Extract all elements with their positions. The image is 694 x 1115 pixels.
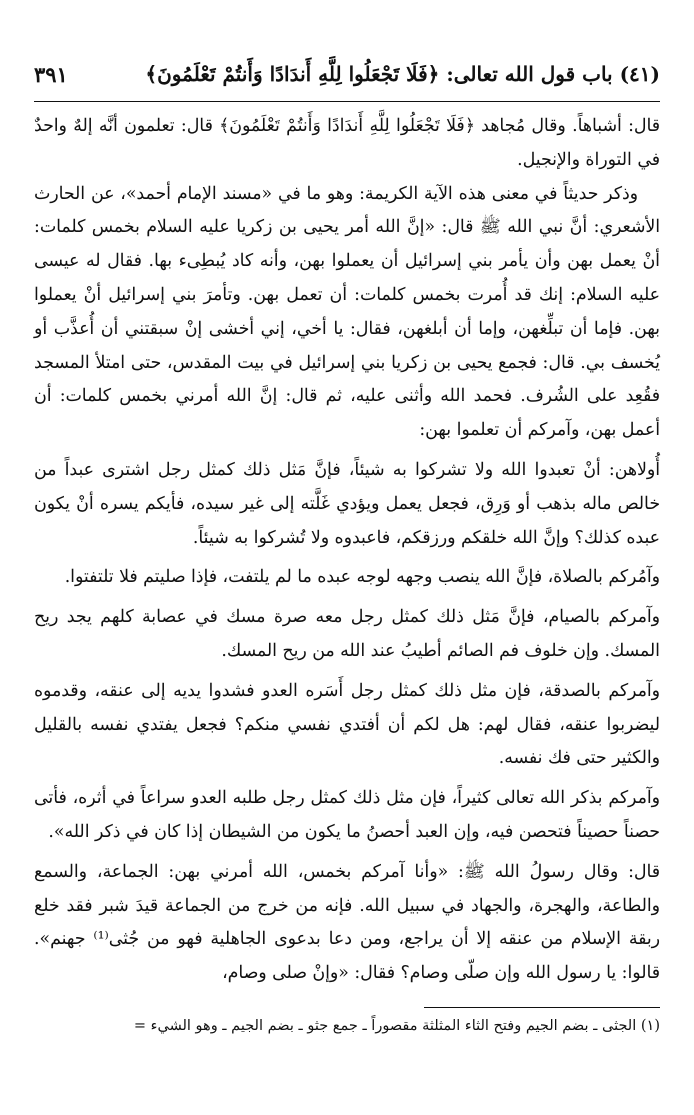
running-header: [34, 58, 660, 98]
main-text: [34, 110, 660, 991]
chapter-title: (٤١) باب قول الله تعالى: ﴿فَلَا تَجْعَلُوا لِلَّهِ أَندَادًا وَأَنتُمْ تَعْلَمُونَ﴾: [145, 62, 660, 86]
paragraph: أُولاهن: أنْ تعبدوا الله ولا تشركوا به شيئاً، فإنَّ مَثل ذلك كمثل رجل اشترى عبداً من خالص ماله بذهب أو وَرِق، فجعل يعمل ويؤدي غَلَّته إلى غير سيده، فأيكم يسره أنْ يكون عبده كذلك؟ وإنَّ الله خلقكم ورزقكم، فاعبدوه ولا تُشركوا به شيئاً.: [34, 459, 660, 548]
paragraph: وآمركم بالصيام، فإنَّ مَثل ذلك كمثل رجل معه صرة مسك في عصابة كلهم يجد ريح المسك. وإن خلوف فم الصائم أطيبُ عند الله من ريح المسك.: [34, 607, 660, 661]
paragraph: وآمُركم بالصلاة، فإنَّ الله ينصب وجهه لوجه عبده ما لم يلتفت، فإذا صليتم فلا تلتفتوا.: [64, 567, 660, 588]
footnote: (١) الجثى ـ بضم الجيم وفتح الثاء المثلثة مقصوراً ـ جمع جثو ـ بضم الجيم ـ وهو الشيء =: [133, 1018, 660, 1034]
header-divider: [34, 101, 660, 102]
footnote-divider: [424, 1007, 660, 1008]
paragraph: قال: وقال رسولُ الله ﷺ: «وأنا آمركم بخمس، الله أمرني بهن: الجماعة، والسمع والطاعة، والهجرة، والجهاد في سبيل الله. فإنه من خرج من الجماعة قيدَ شبر فقد خلع ربقة الإسلام من عنقه إلا أن يراجع، ومن دعا بدعوى الجاهلية فهو من جُثى⁽¹⁾ جهنم». قالوا: يا رسول الله وإن صلّى وصام؟ فقال: «وإنْ صلى وصام،: [34, 861, 660, 984]
paragraph: وآمركم بالصدقة، فإن مثل ذلك كمثل رجل أَسَره العدو فشدوا يديه إلى عنقه، وقدموه ليضربوا عنقه، فقال لهم: هل لكم أن أفتدي نفسي منكم؟ فجعل يفتدي نفسه بالقليل والكثير حتى فك نفسه.: [34, 680, 660, 769]
paragraph: قال: أشباهاً. وقال مُجاهد ﴿فَلَا تَجْعَلُوا لِلَّهِ أَندَادًا وَأَنتُمْ تَعْلَمُونَ﴾ قال: تعلمون أنَّه إلهٌ واحدٌ في التوراة والإنجيل.: [34, 116, 660, 170]
paragraph: وذكر حديثاً في معنى هذه الآية الكريمة: وهو ما في «مسند الإمام أحمد»، عن الحارث الأشعري: أنَّ نبي الله ﷺ قال: «إنَّ الله أمر يحيى بن زكريا عليه السلام بخمس كلمات: أنْ يعمل بهن وأن يأمر بني إسرائيل أن يعملوا بهن، وأنه كاد يُبطِىء بها. فقال له عيسى عليه السلام: إنك قد أُمرت بخمس كلمات: أن تعمل بهن. وتأمرَ بني إسرائيل أنْ يعملوا بهن. فإما أن تبلِّغهن، وإما أن أبلغهن، فقال: يا أخي، إني أخشى إنْ سبقتني أن أُعذَّب أو يُخسف بي. قال: فجمع يحيى بن زكريا بني إسرائيل في بيت المقدس، حتى امتلأ المسجد فقُعِد على الشُرف. فحمد الله وأثنى عليه، ثم قال: إنَّ الله أمرني بخمس كلمات: أن أعمل بهن، وآمركم أن تعلموا بهن:: [34, 183, 660, 441]
page-number: ٣٩١: [34, 62, 68, 87]
paragraph: وآمركم بذكر الله تعالى كثيراً، فإن مثل ذلك كمثل رجل طلبه العدو سراعاً في أثره، فأتى حصناً حصيناً فتحصن فيه، وإن العبد أحصنُ ما يكون من الشيطان إذا كان في ذكر الله».: [34, 788, 660, 842]
